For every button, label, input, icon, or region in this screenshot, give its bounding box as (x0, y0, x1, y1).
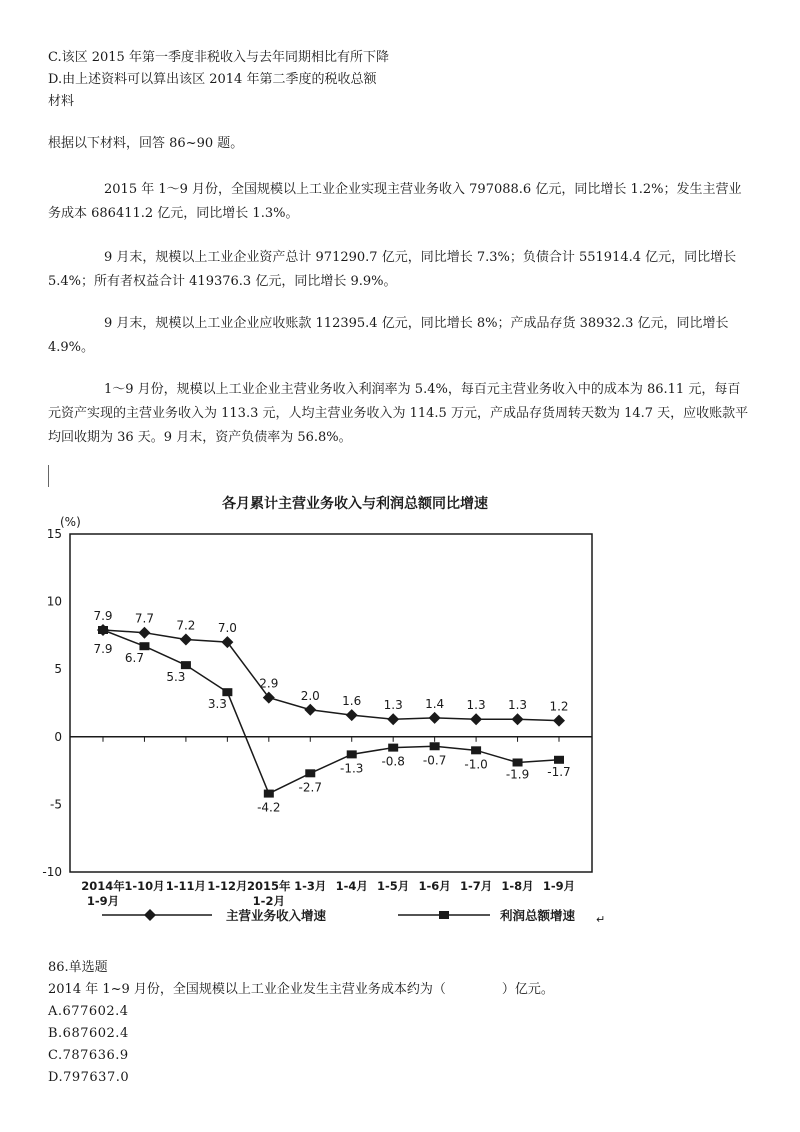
question-stem-after: ）亿元。 (501, 982, 554, 997)
option-c-prev: C.该区 2015 年第一季度非税收入与去年同期相比有所下降 (48, 50, 389, 65)
profit-data-label: 6.7 (124, 651, 145, 666)
material-label: 材料 (48, 94, 75, 109)
growth-line-chart (40, 482, 620, 940)
profit-data-label: -4.2 (257, 800, 281, 815)
revenue-data-label: 7.0 (217, 621, 237, 636)
revenue-data-label: 7.7 (134, 611, 155, 626)
option-b[interactable]: B.687602.4 (48, 1026, 129, 1041)
revenue-point (470, 713, 482, 725)
instruction-text: 根据以下材料，回答 86~90 题。 (48, 136, 244, 151)
x-tick-label: 1-8月 (501, 879, 534, 893)
profit-data-label: -1.3 (340, 761, 364, 776)
revenue-data-label: 1.6 (342, 694, 362, 709)
profit-data-label: -1.9 (505, 767, 530, 782)
revenue-data-label: 1.3 (507, 698, 528, 713)
revenue-data-label: 7.2 (176, 618, 196, 633)
paragraph-receivables: 9 月末，规模以上工业企业应收账款 112395.4 亿元，同比增长 8%；产成品存货 38932.3 亿元，同比增长 4.9%。 (48, 316, 729, 355)
revenue-point (138, 627, 150, 639)
profit-point (513, 758, 523, 766)
profit-data-label: -1.0 (464, 757, 488, 772)
x-tick-label: 2015年 1-2月 (247, 879, 291, 908)
x-tick-label: 1-3月 (294, 879, 327, 893)
paragraph-revenue: 2015 年 1～9 月份，全国规模以上工业企业实现主营业务收入 797088.6 亿元，同比增长 1.2%；发生主营业务成本 686411.2 亿元，同比增长 1.3%。 (48, 182, 742, 221)
revenue-data-label: 1.3 (383, 698, 403, 713)
question-header: 86.单选题 (48, 960, 108, 975)
option-d[interactable]: D.797637.0 (48, 1070, 130, 1085)
revenue-data-label: 2.0 (300, 688, 320, 703)
profit-data-label: 7.9 (93, 641, 113, 656)
revenue-data-label: 2.9 (259, 676, 279, 691)
legend-profit-label: 利润总额增速 (500, 908, 576, 923)
profit-point (430, 742, 440, 750)
legend-profit-marker (439, 911, 449, 919)
profit-point (98, 626, 108, 634)
paragraph-return-mark: ↵ (596, 913, 606, 926)
x-tick-label: 1-4月 (335, 879, 368, 893)
question-stem (48, 980, 554, 1000)
revenue-point (429, 712, 441, 724)
y-tick-label: 15 (46, 527, 62, 541)
profit-point (471, 746, 481, 754)
legend-revenue-marker (144, 909, 156, 921)
revenue-point (304, 704, 316, 716)
revenue-point (387, 713, 399, 725)
profit-data-label: -0.7 (422, 753, 447, 768)
x-tick-label: 1-5月 (377, 879, 410, 893)
revenue-data-label: 1.2 (549, 699, 569, 714)
profit-point (388, 744, 398, 752)
x-tick-label: 2014年 1-9月 (81, 879, 125, 908)
profit-data-label: -0.8 (381, 754, 405, 769)
paragraph-ratios: 1～9 月份，规模以上工业企业主营业务收入利润率为 5.4%，每百元主营业务收入中的成本为 86.11 元，每百元资产实现的主营业务收入为 113.3 元，人均主营业务收入为 114.5 万元，产成品存货周转天数为 14.7 天，应收账款平均回收期为 36 天。9 月末，资产负债率为 56.8%。 (48, 382, 749, 445)
paragraph-assets: 9 月末，规模以上工业企业资产总计 971290.7 亿元，同比增长 7.3%；负债合计 551914.4 亿元，同比增长 5.4%；所有者权益合计 419376.3 亿元，同比增长 9.9%。 (48, 250, 737, 289)
profit-point (554, 756, 564, 764)
y-tick-label: 10 (46, 594, 62, 609)
revenue-point (346, 709, 358, 721)
question-stem-before: 2014 年 1~9 月份，全国规模以上工业企业发生主营业务成本约为（ (48, 982, 446, 997)
y-axis-unit: (%) (60, 515, 81, 529)
revenue-data-label: 1.3 (466, 698, 486, 713)
y-tick-label: 5 (54, 662, 62, 677)
x-tick-label: 1-11月 (165, 879, 207, 893)
profit-point (222, 688, 232, 696)
revenue-point (180, 633, 192, 645)
x-tick-label: 1-10月 (124, 879, 165, 893)
x-tick-label: 1-6月 (418, 879, 451, 893)
revenue-point (512, 713, 524, 725)
option-d-prev: D.由上述资料可以算出该区 2014 年第二季度的税收总额 (48, 72, 377, 87)
x-tick-label: 1-7月 (459, 879, 493, 893)
revenue-point (221, 636, 233, 648)
profit-data-label: 3.3 (207, 697, 227, 712)
option-a[interactable]: A.677602.4 (48, 1004, 129, 1019)
chart-title: 各月累计主营业务收入与利润总额同比增速 (222, 496, 488, 512)
revenue-point (263, 692, 275, 704)
x-tick-label: 1-9月 (542, 879, 576, 893)
profit-point (264, 790, 274, 798)
option-c[interactable]: C.787636.9 (48, 1048, 129, 1063)
profit-point (139, 642, 149, 650)
profit-point (181, 661, 191, 669)
profit-point (305, 769, 315, 777)
y-tick-label: -10 (42, 865, 62, 879)
revenue-data-label: 7.9 (93, 608, 113, 623)
revenue-point (553, 715, 565, 727)
profit-data-label: 5.3 (166, 670, 186, 685)
profit-data-label: -2.7 (298, 780, 322, 795)
legend-revenue-label: 主营业务收入增速 (226, 908, 327, 923)
profit-point (347, 750, 357, 758)
revenue-data-label: 1.4 (425, 696, 445, 711)
x-tick-label: 1-12月 (207, 879, 248, 893)
y-tick-label: 0 (54, 729, 62, 744)
y-tick-label: -5 (50, 797, 62, 812)
profit-data-label: -1.7 (547, 764, 571, 779)
